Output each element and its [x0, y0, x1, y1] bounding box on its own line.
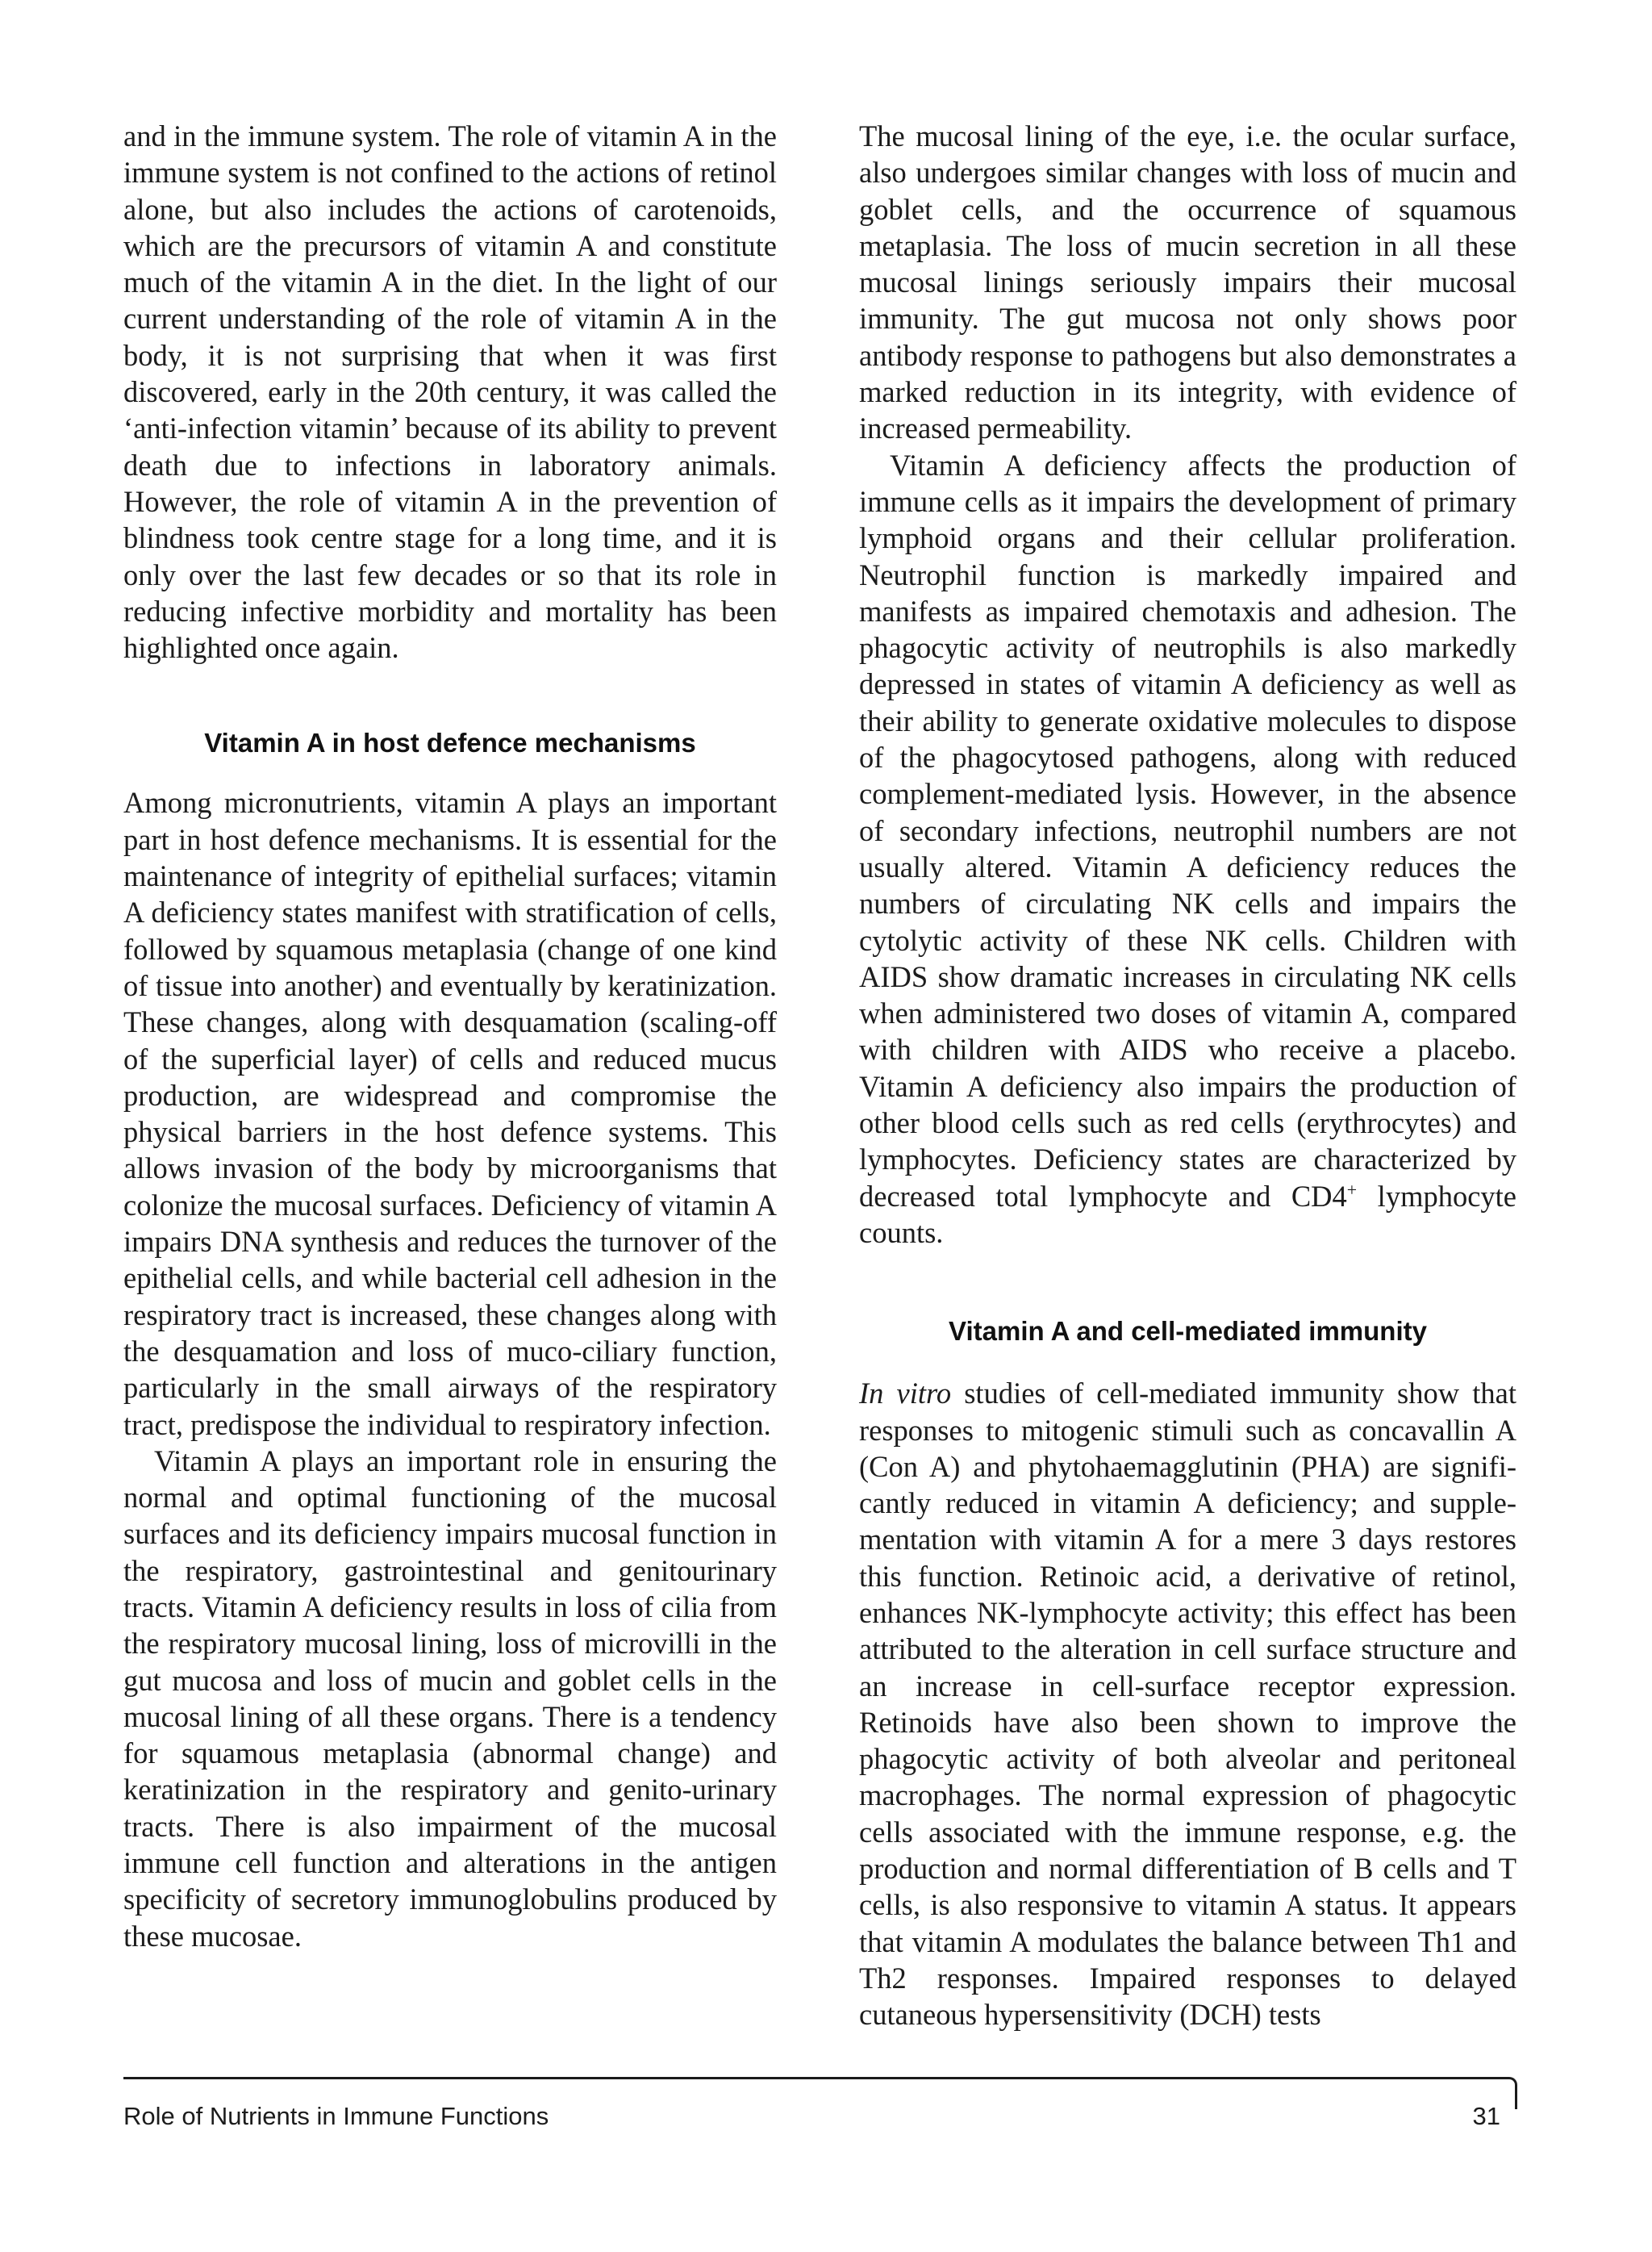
footer-rule-corner [1509, 2077, 1517, 2109]
footer-rule [123, 2077, 1509, 2079]
page-number: 31 [1472, 2102, 1500, 2130]
paragraph: Vitamin A plays an important role in ensuring the normal and optimal functioning of the mucosal surfaces and its deficiency impairs mucosal function in the respiratory, gastrointestinal and genitourinary tracts. Vitamin A deficiency results in loss of cilia from the respiratory mucosal lining, loss of microvilli in the gut mucosa and loss of mucin and goblet cells in the mucosal lining of all these organs. There is a tendency for squamous metaplasia (abnormal change) and keratinization in the respiratory and genito-urinary tracts. There is also impairment of the mucosal immune cell function and alterations in the antigen specificity of secretory immunoglobulins produced by these mucosae. [123, 1444, 777, 1953]
paragraph: The mucosal lining of the eye, i.e. the ocular surface, also undergoes similar changes with loss of mucin and goblet cells, and the occurrence of squamous metaplasia. The loss of mucin secretion in all these mucosal linings seriously impairs their mucosal immunity. The gut mucosa not only shows poor antibody response to pathogens but also demonstrates a marked reduction in its integrity, with evidence of increased permeability. [859, 119, 1516, 445]
paragraph-text: Vitamin A deficiency affects the production of immune cells as it impairs the development of primary lymphoid organs and their cellular proliferation. Neutrophil function is markedly impaired and manifests as impaired chemotaxis and adhesion. The phagocytic activity of neutrophils is also markedly depressed in states of vitamin A deficiency as well as their ability to generate oxidative molecules to dispose of the phagocytosed pathogens, along with reduced complement-mediated lysis. However, in the absence of secondary infections, neutrophil numbers are not usually altered. Vitamin A deficiency reduces the numbers of circulating NK cells and impairs the cytolytic activity of these NK cells. Children with AIDS show dramatic increases in circulating NK cells when administered two doses of vitamin A, compared with children with AIDS who receive a placebo. Vitamin A deficiency also impairs the production of other blood cells such as red cells (erythrocytes) and lymphocytes. Deficiency states are characterized by decreased total lymphocyte and CD4 [859, 448, 1516, 1213]
superscript: + [1346, 1179, 1358, 1200]
italic-term: In vitro [859, 1377, 952, 1410]
paragraph [859, 1375, 1516, 2033]
section-heading: Vitamin A in host defence mechanisms [204, 728, 696, 758]
paragraph: Among micronutrients, vitamin A plays an important part in host defence mechanisms. It is essential for the maintenance of integrity of epithelial surfaces; vitamin A deficiency states manifest with stratification of cells, followed by squamous metaplasia (change of one kind of tissue into another) and eventually by keratinization. These changes, along with desquamation (scaling-off of the superficial layer) of cells and reduced mucus production, are widespread and compromise the physical barriers in the host defence systems. This allows invasion of the body by microorganisms that colonize the mucosal surfaces. Deficiency of vitamin A impairs DNA synthesis and reduces the turnover of the epithelial cells, and while bacterial cell adhesion in the respiratory tract is increased, these changes along with the desquamation and loss of muco-ciliary function, particularly in the small airways of the respiratory tract, predispose the individual to respiratory infection. [123, 786, 777, 1441]
paragraph [859, 447, 1516, 1251]
paragraph: and in the immune system. The role of vitamin A in the immune system is not confined to the actions of retinol alone, but also includes the actions of carotenoids, which are the precursors of vitamin A and constitute much of the vitamin A in the diet. In the light of our current understanding of the role of vitamin A in the body, it is not surprising that when it was first discovered, early in the 20th century, it was called the ‘anti-infection vitamin’ because of its ability to prevent death due to infections in laboratory animals. However, the role of vitamin A in the prevention of blindness took centre stage for a long time, and it is only over the last few decades or so that its role in reducing infective morbidity and mortality has been highlighted once again. [123, 119, 777, 665]
paragraph-text: lymphocyte counts. [859, 1179, 1516, 1249]
section-heading: Vitamin A and cell-mediated immunity [949, 1316, 1427, 1347]
running-footer-title: Role of Nutrients in Immune Functions [123, 2102, 549, 2130]
right-column [859, 118, 1516, 2033]
left-column [123, 118, 777, 1954]
paragraph-text: studies of cell-mediated immunity show that responses to mitogenic stimuli such as concavallin A (Con A) and phytohaemagglutinin (PHA) are significantly reduced in vitamin A deficiency; and supplementation with vitamin A for a mere 3 days restores this function. Retinoic acid, a derivative of retinol, enhances NK-lymphocyte activity; this effect has been attributed to the alteration in cell surface structure and an increase in cell-surface receptor expression. Retinoids have also been shown to improve the phagocytic activity of both alveolar and peritoneal macrophages. The normal expression of phagocytic cells associated with the immune response, e.g. the production and normal differentiation of B cells and T cells, is also responsive to vitamin A status. It appears that vitamin A modulates the balance between Th1 and Th2 responses. Impaired responses to delayed cutaneous hypersensitivity (DCH) tests [859, 1377, 1516, 2032]
